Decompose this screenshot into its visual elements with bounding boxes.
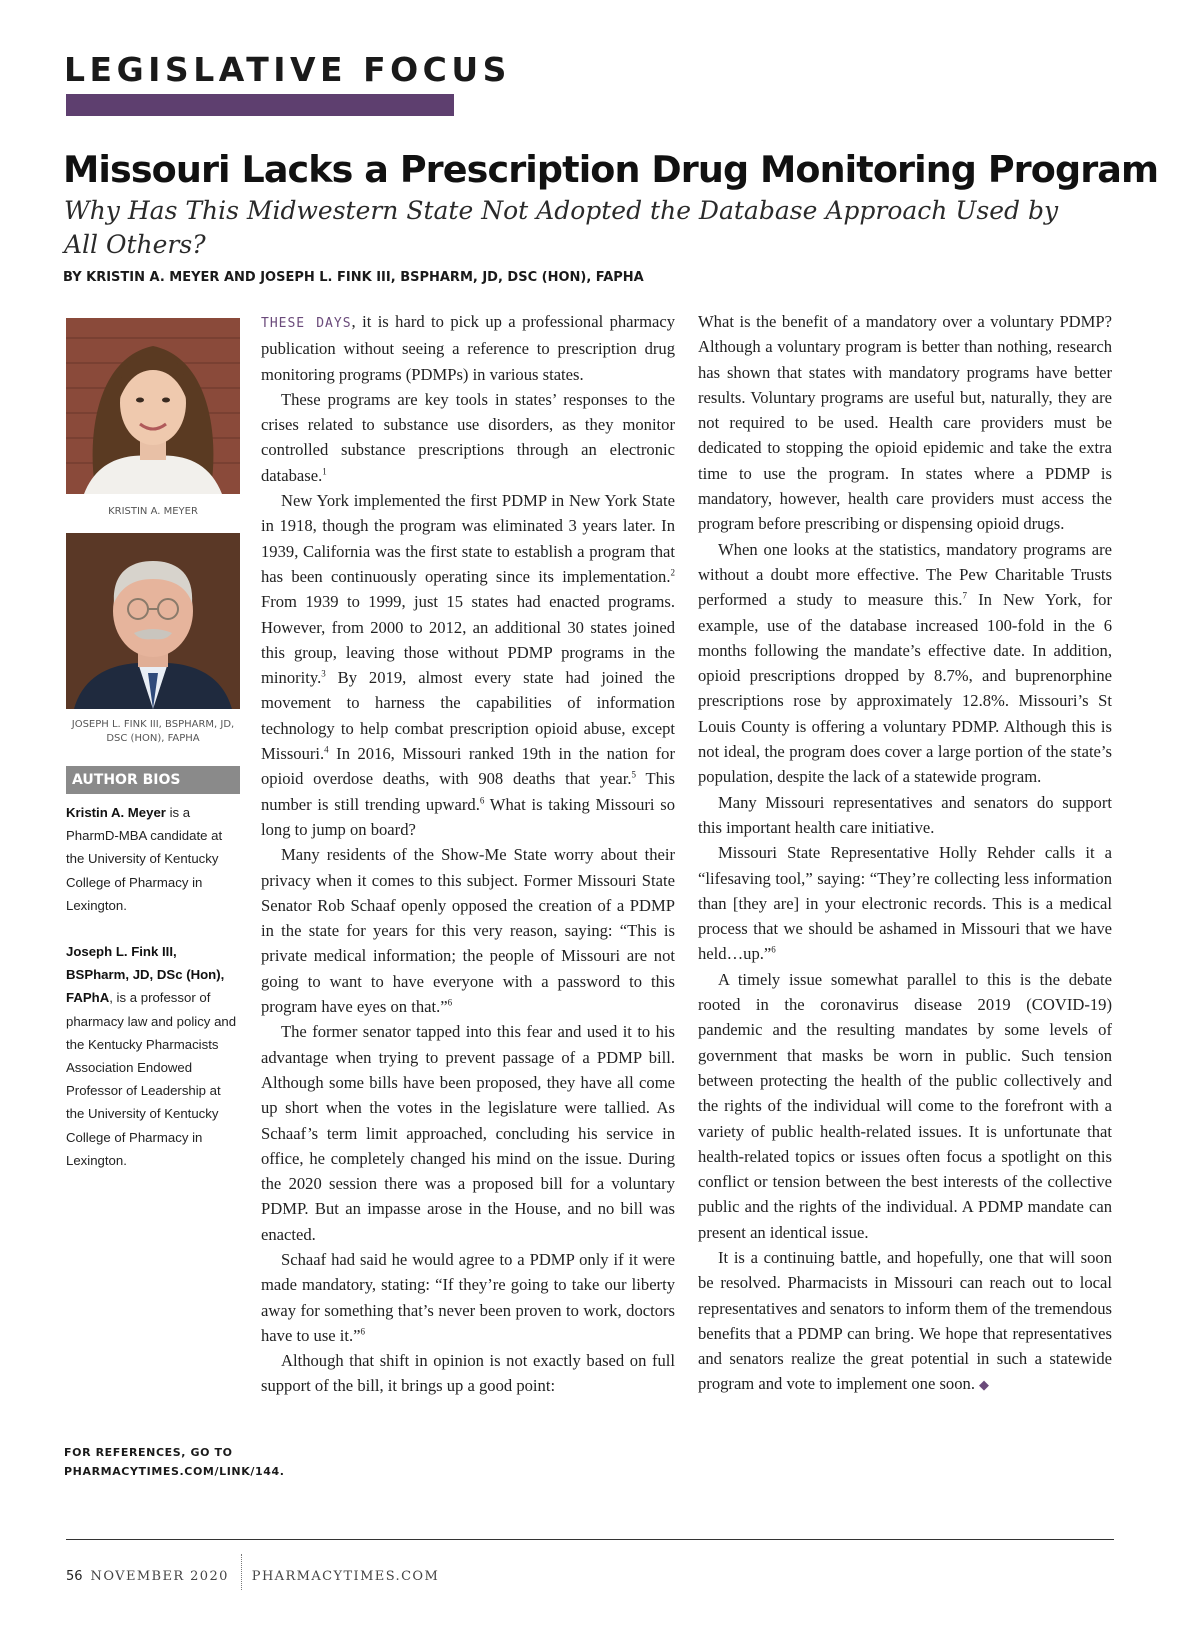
references-link[interactable]: PHARMACYTIMES.COM/LINK/144 — [64, 1465, 280, 1478]
paragraph: The former senator tapped into this fear and used it to his advantage when trying to prevent passage of a PDMP bill. Although some bills have been proposed, they have all come up short when the votes in the legislature were tallied. As Schaaf’s term limit approached, concluding his service in office, he completely changed his mind on the issue. During the 2020 session there was a proposed bill for a voluntary PDMP. But an impasse arose in the House, and no bill was enacted. — [261, 1022, 675, 1244]
author-bios — [66, 801, 242, 1195]
paragraph: Schaaf had said he would agree to a PDMP only if it were made mandatory, stating: “If they’re going to take our liberty away for something that’s never been proven to work, doctors have to use it.”$^6$ — [261, 1249, 675, 1345]
page-footer — [66, 1558, 439, 1594]
body-column-1 — [261, 309, 675, 1399]
paragraph: Many residents of the Show-Me State worry about their privacy when it comes to this subject. Former Missouri State Senator Rob Schaaf openly opposed the creation of a PDMP in the state for years for this very reason, saying: “This is private medical information; the people of Missouri are not going to want to have everyone with a password to this program have eyes on that.”$^6$ — [261, 845, 675, 1017]
paragraph: When one looks at the statistics, mandatory programs are without a doubt more effective. The Pew Charitable Trusts performed a study to measure this.$^7$ In New York, for example, use of the database increased 100-fold in the 6 months following the mandate’s effective date. In addition, opioid prescriptions dropped by 8.7%, and buprenorphine prescriptions rose by approximately 12.8%. Missouri’s St Louis County is offering a voluntary PDMP. Although this is not ideal, the program does cover a large portion of the state’s population, despite the lack of a statewide program. — [698, 539, 1112, 787]
references-note: FOR REFERENCES, GO TO PHARMACYTIMES.COM/LINK/144. — [64, 1446, 285, 1478]
footer-separator — [241, 1554, 242, 1590]
site-name: PHARMACYTIMES.COM — [251, 1568, 440, 1584]
issue-date: NOVEMBER 2020 — [90, 1568, 229, 1584]
paragraph: New York implemented the first PDMP in New York State in 1918, though the program was eliminated 3 years later. In 1939, California was the first state to establish a program that has been continuously operating since its implementation.$^2$ From 1939 to 1999, just 15 states had enacted programs. However, from 2000 to 2012, an additional 30 states joined this group, leaving those without PDMP programs in the minority.$^3$ By 2019, almost every state had joined the movement to harness the capabilities of information technology to help combat prescription opioid abuse, except Missouri.$^4$ In 2016, Missouri ranked 19th in the nation for opioid overdose deaths, with 908 deaths that year.$^5$ This number is still trending upward.$^6$ What is taking Missouri so long to jump on board? — [261, 491, 675, 839]
bio-meyer: Kristin A. Meyer is a PharmD-MBA candidate at the University of Kentucky College of Pharmacy in Lexington. — [66, 805, 223, 913]
paragraph: Many Missouri representatives and senators do support this important health care initiative. — [698, 792, 1112, 837]
paragraph: It is a continuing battle, and hopefully, one that will soon be resolved. Pharmacists in Missouri can reach out to local representatives and senators to inform them of the tremendous benefits that a PDMP can bring. We hope that representatives and senators realize the great potential in such a statewide program and vote to implement one soon. ◆ — [698, 1247, 1112, 1394]
paragraph: THESE DAYS, it is hard to pick up a professional pharmacy publication without seeing a reference to prescription drug monitoring programs (PDMPs) in various states. — [261, 312, 675, 384]
section-label: LEGISLATIVE FOCUS — [64, 50, 511, 89]
author-photo-meyer — [66, 318, 240, 494]
bio-fink: Joseph L. Fink III, BSPharm, JD, DSc (Hon), FAPhA, is a professor of pharmacy law and policy and the Kentucky Pharmacists Association Endowed Professor of Leadership at the University of Kentucky College of Pharmacy in Lexington. — [66, 944, 237, 1168]
section-accent-bar — [66, 94, 454, 116]
photo-caption-meyer: KRISTIN A. MEYER — [108, 506, 198, 517]
article-subtitle: Why Has This Midwestern State Not Adopted the Database Approach Used by All Others? — [64, 196, 1059, 259]
paragraph: These programs are key tools in states’ responses to the crises related to substance use disorders, as they monitor controlled substance prescriptions through an electronic database.$^1$ — [261, 389, 675, 485]
body-column-2 — [698, 309, 1112, 1398]
footer-rule — [66, 1539, 1114, 1540]
author-photo-fink — [66, 533, 240, 709]
page-number: 56 — [66, 1568, 83, 1584]
paragraph-continued: What is the benefit of a mandatory over a voluntary PDMP? Although a voluntary program is better than nothing, research has shown that states with mandatory programs have better results. Voluntary programs are useful but, naturally, they are not required to be used. Health care providers must be dedicated to stopping the opioid epidemic and take the extra time to use the program. In states where a PDMP is mandatory, however, health care providers must access the program before prescribing or dispensing opioid drugs. — [698, 312, 1112, 534]
article-title: Missouri Lacks a Prescription Drug Monitoring Program — [63, 148, 1159, 191]
article-byline: BY KRISTIN A. MEYER AND JOSEPH L. FINK III, BSPHARM, JD, DSC (HON), FAPHA — [63, 270, 644, 285]
author-bios-header: AUTHOR BIOS — [66, 766, 240, 794]
paragraph-split: Although that shift in opinion is not exactly based on full support of the bill, it brings up a good point: — [261, 1351, 675, 1396]
paragraph: Missouri State Representative Holly Rehder calls it a “lifesaving tool,” saying: “They’re collecting less information than [they are] in your electronic records. This is a medical process that we should be ashamed in Missouri that we have held…up.”$^6$ — [698, 843, 1112, 964]
photo-caption-fink: JOSEPH L. FINK III, BSPHARM, JD, DSC (HON), FAPHA — [71, 719, 235, 744]
end-mark-icon: ◆ — [978, 1377, 989, 1393]
paragraph: A timely issue somewhat parallel to this is the debate rooted in the coronavirus disease 2019 (COVID-19) pandemic and the resulting mandates by some levels of government that masks be worn in public. Such tension between protecting the health of the public collectively and the rights of the individual will come to the forefront with a variety of public health-related issues. It is unfortunate that health-related topics or issues often focus a spotlight on this conflict or tension between the best interests of the collective public and the rights of the individual. A PDMP mandate can present an identical issue. — [698, 969, 1112, 1242]
